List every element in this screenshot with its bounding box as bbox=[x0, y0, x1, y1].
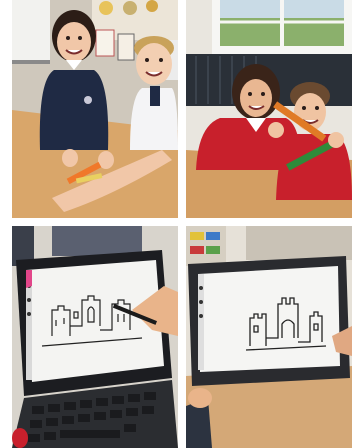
photo-laptop-drawing-castle bbox=[12, 226, 178, 448]
photo-tablet-castle-drawing bbox=[186, 226, 352, 448]
photo-children-with-sticks bbox=[186, 0, 352, 218]
photo-children-at-desk bbox=[12, 0, 178, 218]
